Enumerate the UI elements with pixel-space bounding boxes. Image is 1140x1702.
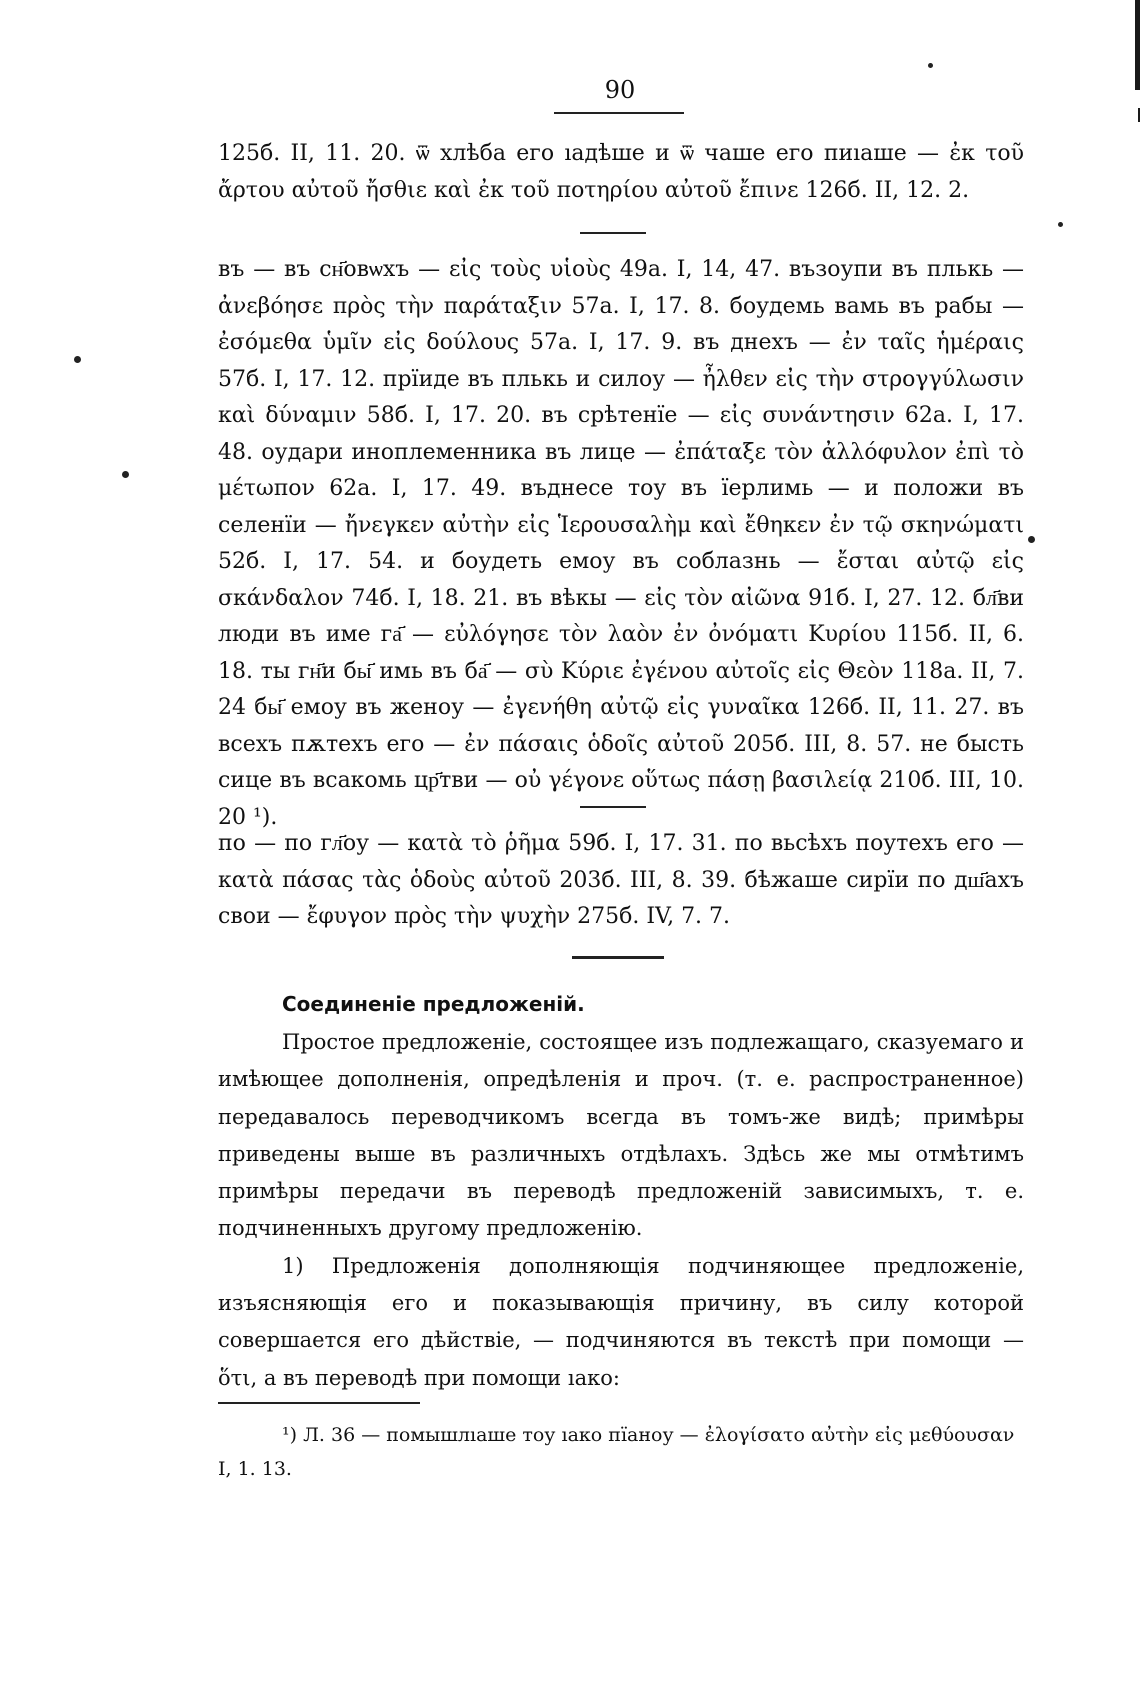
page-number: 90 — [604, 76, 636, 104]
section-3-paragraph — [218, 826, 1024, 936]
section-1-paragraph — [218, 136, 1024, 209]
scan-speck — [928, 63, 933, 68]
section-2-text: въ — въ сн҃овѡхъ — εἰς τοὺς υἱοὺς 49а. I, 14, 47. възоупи въ плькь — ἀνεβόησε πρὸς τὴν παράταξιν 57а. I, 17. 8. боудемь вамь въ рабы — ἐσόμεθα ὑμῖν εἰς δούλους 57а. I, 17. 9. въ днехъ — ἐν ταῖς ἡμέραις 57б. I, 17. 12. прїиде въ плькь и силоу — ἦλθεν εἰς τὴν στρογγύλωσιν καὶ δύναμιν 58б. I, 17. 20. въ срѣтенїе — εἰς συνάντησιν 62а. I, 17. 48. оудари иноплеменника въ лице — ἐπάταξε τὸν ἀλλόφυλον ἐπὶ τὸ μέτωπον 62а. I, 17. 49. въднесе тоу въ їерлимь — и положи въ селенїи — ἤνεγκεν αὐτὴν εἰς Ἱερουσαλὴμ καὶ ἔθηκεν ἐν τῷ σκηνώματι 52б. I, 17. 54. и боудеть емоу въ соблазнь — ἔσται αὐτῷ εἰς σκάνδαλον 74б. I, 18. 21. въ вѣкы — εἰς τὸν αἰῶνα 91б. I, 27. 12. бл҃ви люди въ име га҃ — εὐλόγησε τὸν λαὸν ἐν ὀνόματι Κυρίου 115б. II, 6. 18. ты гн҃и бы҃ имь въ ба҃ — σὺ Κύριε ἐγένου αὐτοῖς εἰς Θεὸν 118а. II, 7. 24 бы҃ емоу въ женоу — ἐγενήθη αὐτῷ εἰς γυναῖκα 126б. II, 11. 27. въ всехъ пѫтехъ его — ἐν πάσαις ὁδοῖς αὐτοῦ 205б. III, 8. 57. не бысть сице въ всакомь цр҃тви — οὐ γέγονε οὕτως πάσῃ βασιλείᾳ 210б. III, 10. 20 ¹). — [218, 257, 1024, 830]
footnote-text: ¹) Л. 36 — помышлıаше тоу ıако пїаноу — ἐλογίσατο αὐτὴν εἰς μεθύουσαν I, 1. 13. — [218, 1424, 1015, 1480]
paragraph-simple-sentence: Простое предложеніе, состоящее изъ подлежащаго, сказуемаго и имѣющее дополненія, опредѣленія и проч. (т. е. распространенное) передавалось переводчикомъ всегда въ томъ-же видѣ; примѣры приведены выше въ различныхъ отдѣлахъ. Здѣсь же мы отмѣтимъ примѣры передачи въ переводѣ предложеній зависимыхъ, т. е. подчиненныхъ другому предложенію. — [218, 1030, 1024, 1241]
section-2-paragraph — [218, 252, 1024, 836]
separator-rule — [580, 232, 646, 234]
separator-rule — [580, 806, 646, 808]
prose-body — [218, 1024, 1024, 1397]
scan-edge-mark — [1135, 0, 1140, 90]
paragraph-complementary-clauses: 1) Предложенія дополняющія подчиняющее предложеніе, изъясняющія его и показывающія причину, въ силу которой совершается его дѣйствіе, — подчиняются въ текстѣ при помощи — ὅτι, а въ переводѣ при помощи ıако: — [218, 1253, 1024, 1390]
section-heading: Соединеніе предложеній. — [282, 992, 585, 1016]
section-end-rule — [572, 956, 664, 959]
scan-speck — [1058, 222, 1063, 227]
footnote — [218, 1418, 1024, 1486]
footnote-rule — [218, 1402, 420, 1404]
section-3-text: по — по гл҃оу — κατὰ τὸ ῥῆμα 59б. I, 17. 31. по вьсѣхъ поутехъ его — κατὰ πάσας τὰς ὁδοὺς αὐτοῦ 203б. III, 8. 39. бѣжаше сирїи по дш҃ахъ свои — ἔφυγον πρὸς τὴν ψυχὴν 275б. IV, 7. 7. — [218, 831, 1024, 929]
scan-speck — [74, 356, 81, 363]
scan-speck — [1028, 536, 1035, 543]
scan-speck — [122, 471, 129, 478]
header-rule — [554, 112, 684, 114]
section-1-text: 125б. II, 11. 20. ѿ хлѣба его ıадѣше и ѿ чаше его пиıаше — ἐκ τοῦ ἄρτου αὐτοῦ ἤσθιε καὶ ἐκ τοῦ ποτηρίου αὐτοῦ ἔπινε 126б. II, 12. 2. — [218, 141, 1024, 203]
